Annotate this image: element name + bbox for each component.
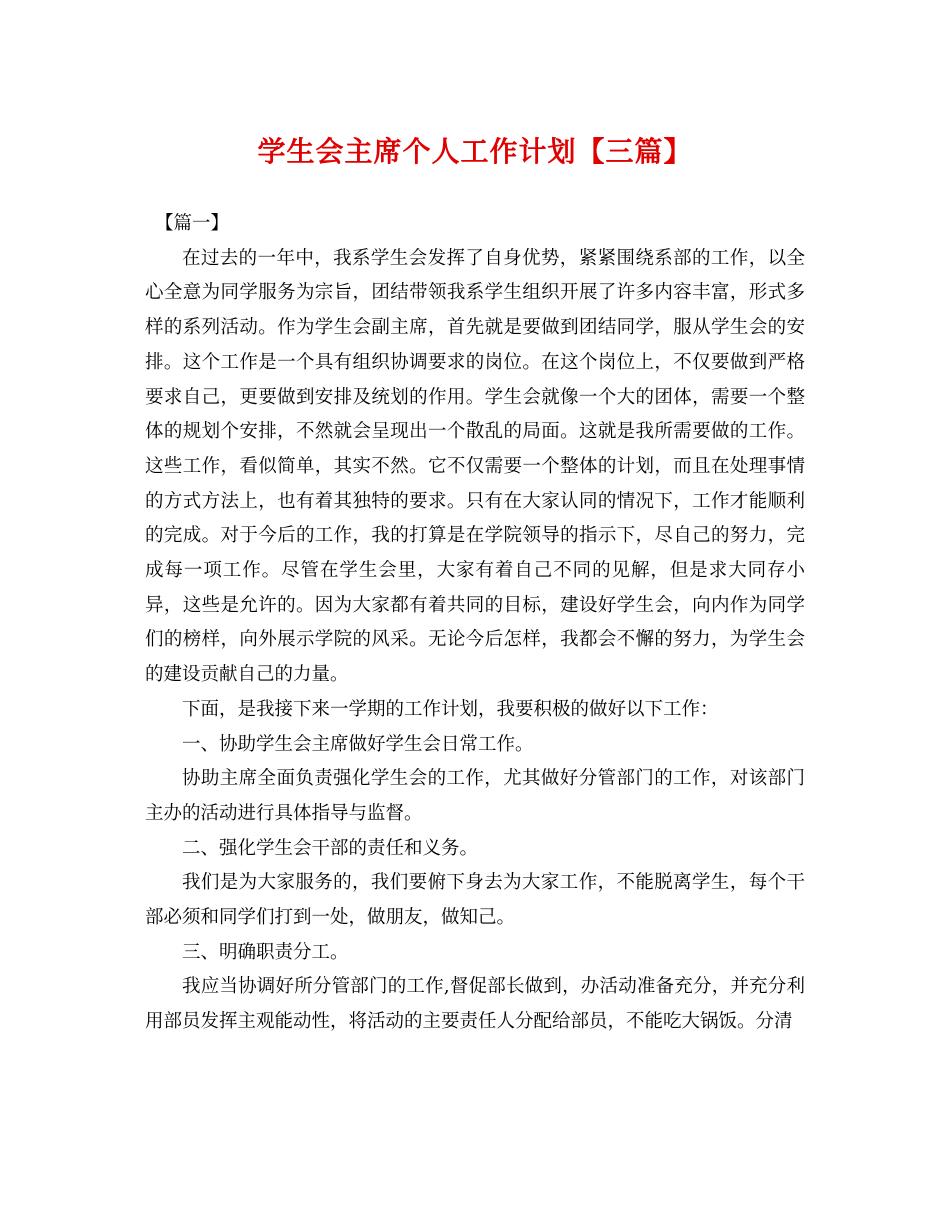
paragraph-item-3: 我应当协调好所分管部门的工作,督促部长做到，办活动准备充分，并充分利用部员发挥主观能动性，将活动的主要责任人分配给部员，不能吃大锅饭。分清 — [145, 976, 805, 1033]
paragraph-item-2: 我们是为大家服务的，我们要俯下身去为大家工作，不能脱离学生，每个干部必须和同学们打到一处，做朋友，做知己。 — [145, 872, 805, 929]
paragraph-intro: 在过去的一年中，我系学生会发挥了自身优势，紧紧围绕系部的工作，以全心全意为同学服务为宗旨，团结带领我系学生组织开展了许多内容丰富，形式多样的系列活动。作为学生会副主席，首先就是要做到团结同学，服从学生会的安排。这个工作是一个具有组织协调要求的岗位。在这个岗位上，不仅要做到严格要求自己，更要做到安排及统划的作用。学生会就像一个大的团体，需要一个整体的规划个安排，不然就会呈现出一个散乱的局面。这就是我所需要做的工作。这些工作，看似简单，其实不然。它不仅需要一个整体的计划，而且在处理事情的方式方法上，也有着其独特的要求。只有在大家认同的情况下，工作才能顺利的完成。对于今后的工作，我的打算是在学院领导的指示下，尽自己的努力，完成每一项工作。尽管在学生会里，大家有着自己不同的见解，但是求大同存小异，这些是允许的。因为大家都有着共同的目标，建设好学生会，向内作为同学们的榜样，向外展示学院的风采。无论今后怎样，我都会不懈的努力，为学生会的建设贡献自己的力量。 — [145, 247, 805, 686]
heading-item-2: 二、强化学生会干部的责任和义务。 — [182, 837, 479, 859]
section-label: 【篇一】 — [155, 213, 230, 234]
document-body — [145, 207, 805, 1040]
heading-item-1: 一、协助学生会主席做好学生会日常工作。 — [182, 733, 534, 755]
page-title: 学生会主席个人工作计划【三篇】 — [257, 135, 693, 168]
paragraph-item-1: 协助主席全面负责强化学生会的工作，尤其做好分管部门的工作，对该部门主办的活动进行具体指导与监督。 — [145, 768, 805, 824]
heading-item-3: 三、明确职责分工。 — [182, 941, 349, 963]
paragraph-plan-lead: 下面，是我接下来一学期的工作计划，我要积极的做好以下工作： — [182, 698, 719, 720]
